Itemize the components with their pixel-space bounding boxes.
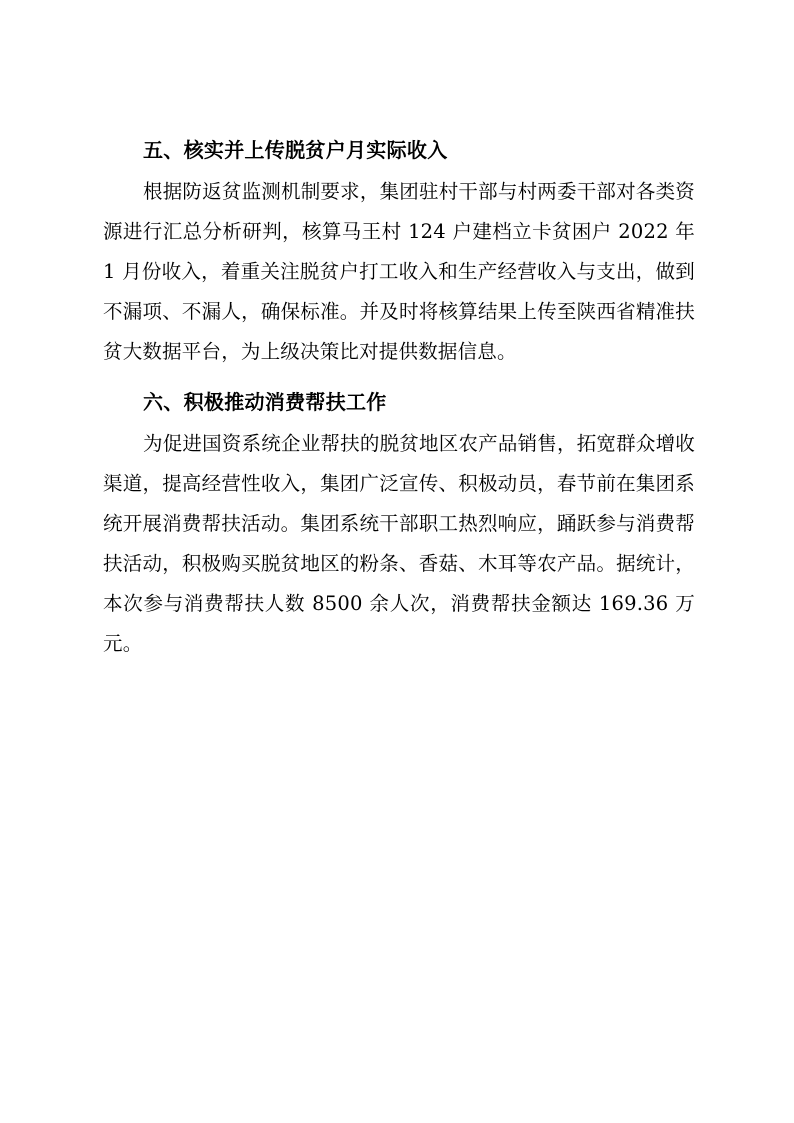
section-six-heading: 六、积极推动消费帮扶工作 [143,390,387,414]
section-five-heading: 五、核实并上传脱贫户月实际收入 [143,138,448,162]
section-five-paragraph: 根据防返贫监测机制要求，集团驻村干部与村两委干部对各类资源进行汇总分析研判，核算马王村 124 户建档立卡贫困户 2022 年 1 月份收入，着重关注脱贫户打工收入和生产经营收入与支出，做到不漏项、不漏人，确保标准。并及时将核算结果上传至陕西省精准扶贫大数据平台，为上级决策比对提供数据信息。 [103,180,695,363]
section-six [103,382,695,664]
document-body [103,130,695,664]
section-five [103,130,695,372]
section-six-paragraph: 为促进国资系统企业帮扶的脱贫地区农产品销售，拓宽群众增收渠道，提高经营性收入，集团广泛宣传、积极动员，春节前在集团系统开展消费帮扶活动。集团系统干部职工热烈响应，踊跃参与消费帮扶活动，积极购买脱贫地区的粉条、香菇、木耳等农产品。据统计，本次参与消费帮扶人数 8500 余人次，消费帮扶金额达 169.36 万元。 [103,432,695,655]
